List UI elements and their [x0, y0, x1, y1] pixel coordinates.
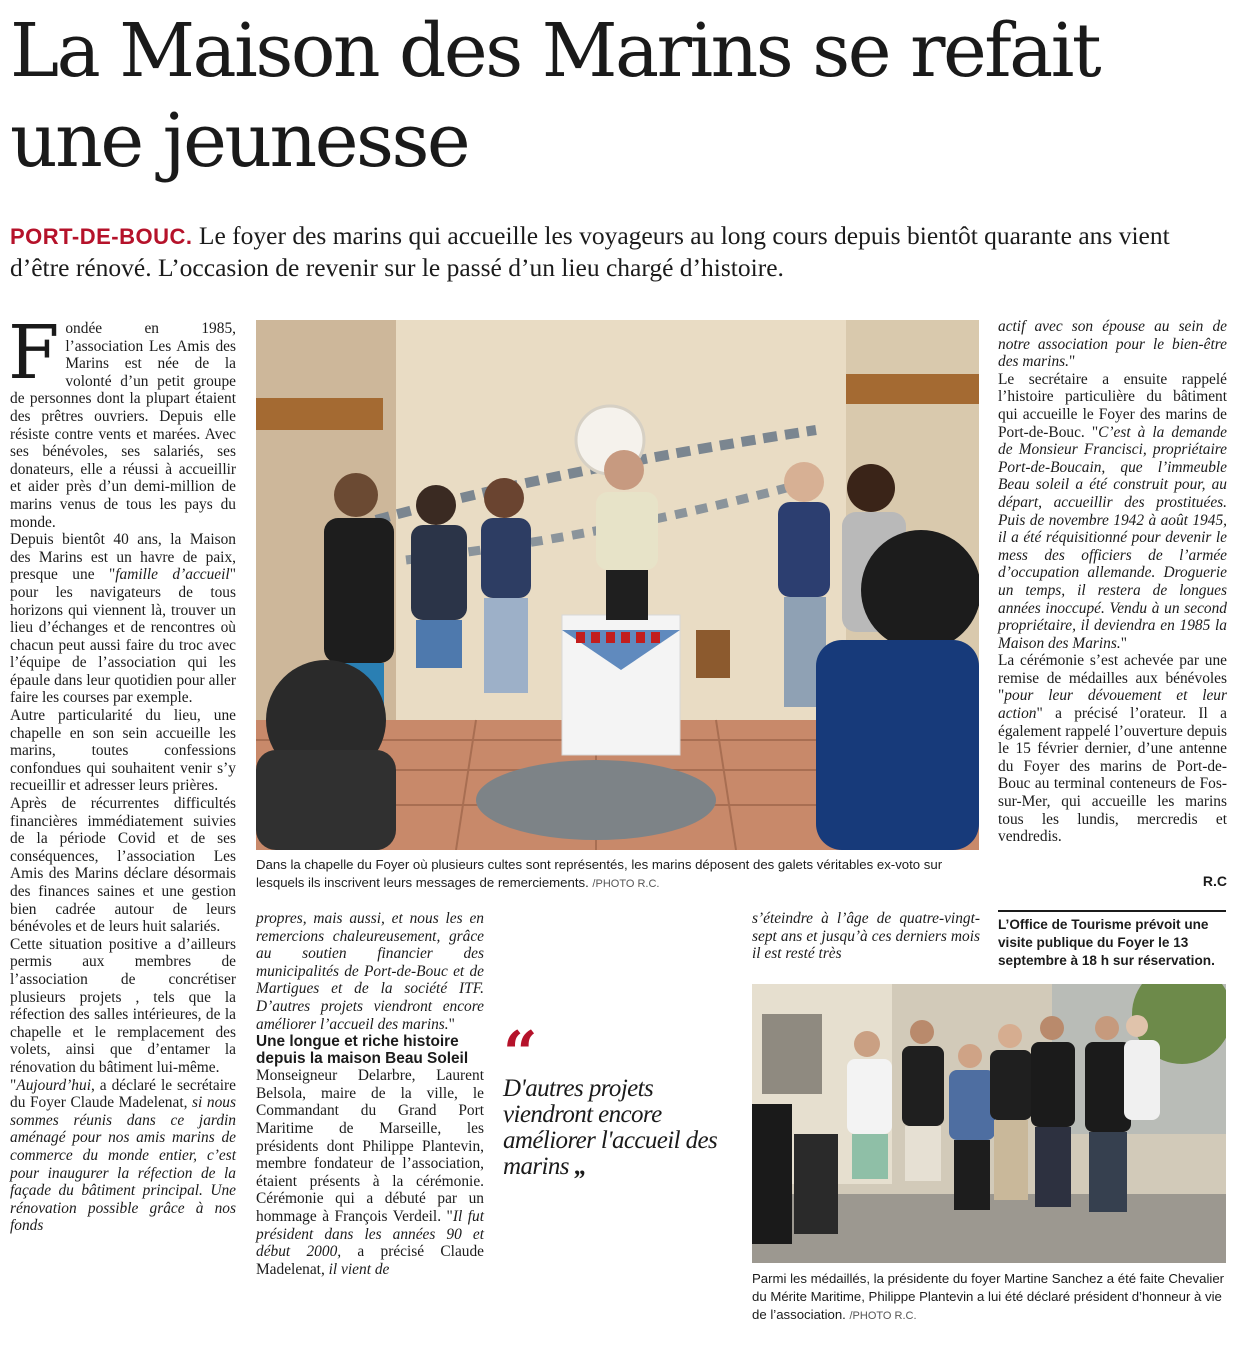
quote-continuation: propres, mais aussi, et nous les en remercions chaleureusement, grâce au soutien financier des municipalités de Port-de-Bouc et de Martigues et de la société ITF. D’autres projets viendront encore améliorer l’accueil des marins.": [256, 910, 484, 1033]
paragraph-history: Monseigneur Delarbre, Laurent Belsola, maire de la ville, le Commandant du Grand Port Maritime de Marseille, les présidents dont Philippe Plantevin, membre fondateur de l’association, étaient présents à la cérémonie. Cérémonie qui a débuté par un hommage à François Verdeil. "Il fut président dans les années 90 et début 2000, a précisé Claude Madelenat, il vient de: [256, 1067, 484, 1278]
paragraph-6: "Aujourd’hui, a déclaré le secrétaire du Foyer Claude Madelenat, si nous sommes réunis dans ce jardin aménagé pour nos amis marins de commerce du monde entier, c’est pour inaugurer la réfection de la façade du bâtiment principal. Une rénovation possible grâce à nos fonds: [10, 1076, 236, 1235]
photo-credit-2: /PHOTO R.C.: [849, 1310, 917, 1322]
article-column-2: [256, 910, 484, 1278]
drop-cap: F: [8, 310, 60, 396]
article-column-4: [998, 318, 1227, 846]
paragraph-4: Après de récurrentes difficultés financières immédiatement suivies de la période Covid et de ses conséquences, l’association Les Amis des Marins déclare désormais des finances saines et une gestion bien cadrée autour de leurs bénévoles et de leurs huit salariés.: [10, 795, 236, 936]
paragraph-5: Cette situation positive a d’ailleurs permis aux membres de l’association de concrétiser plusieurs projets , tels que la réfection des salles intérieures, de la chapelle et le remplacement des volets, ainsi que d’entamer la rénovation du bâtiment lui-même.: [10, 935, 236, 1076]
article-column-3-top: [752, 910, 980, 963]
medal-group-photo: [752, 984, 1226, 1263]
author-signature: R.C: [1202, 873, 1227, 889]
paragraph-building-history: Le secrétaire a ensuite rappelé l’histoire particulière du bâtiment qui accueille le Foyer des marins de Port-de-Bouc. "C’est à la demande de Monsieur Francisci, propriétaire Port-de-Boucain, que l’immeuble Beau soleil a été construit pour, au départ, accueillir des prostituées. Puis de novembre 1942 à août 1945, il a été réquisitionné pour devenir le mess des officiers de l’armée d’occupation allemande. Droguerie un temps, il restera de longues années inoccupé. Vendu à un second propriétaire, il deviendra en 1985 la Maison des Marins.": [998, 370, 1227, 652]
article-column-1: [8, 310, 236, 1235]
pull-quote-text: D'autres projets viendront encore améliorer l'accueil des marins: [503, 1075, 718, 1180]
pull-quote: [503, 1019, 731, 1180]
paragraph-2: Depuis bientôt 40 ans, la Maison des Marins est un havre de paix, presque une "famille d’accueil" pour les navigateurs de tous horizons qui viennent là, trouver un lieu d’échanges et de rencontres où chacun peut aussi faire du troc avec l’équipe de l’association qui les épaule dans leur quotidien pour aller faire les courses par exemple.: [10, 531, 236, 707]
quote-mark-icon: “: [503, 1019, 538, 1089]
group-illustration: [752, 984, 1226, 1263]
lede: [10, 220, 1225, 283]
quote-close-mark: „: [574, 1153, 587, 1180]
tourism-infobox: L’Office de Tourisme prévoit une visite publique du Foyer le 13 septembre à 18 h sur réservation.: [998, 910, 1226, 970]
medal-photo-caption: Parmi les médaillés, la présidente du foyer Martine Sanchez a été faite Chevalier du Mérite Maritime, Philippe Plantevin a lui été déclaré président d’honneur à vie de l’association. /PHOTO R.C.: [752, 1271, 1225, 1322]
location-kicker: PORT-DE-BOUC.: [10, 224, 193, 249]
quote-end: actif avec son épouse au sein de notre association pour le bien-être des marins.": [998, 318, 1227, 371]
paragraph-ceremony: La cérémonie s’est achevée par une remise de médailles aux bénévoles "pour leur dévouement et leur action" a précisé l’orateur. Il a également rappelé l’ouverture depuis le 15 février dernier, d’une antenne du Foyer des marins de Port-de-Bouc au terminal conteneurs de Fos-sur-Mer, qui accueille les marins tous les lundis, mercredis et vendredis.: [998, 652, 1227, 846]
headline: La Maison des Marins se refait une jeunesse: [10, 8, 1100, 184]
subheading: Une longue et riche histoire depuis la maison Beau Soleil: [256, 1033, 469, 1068]
chapel-photo: [256, 320, 979, 850]
quote-continuation-2: s’éteindre à l’âge de quatre-vingt-sept ans et jusqu’à ces derniers mois il est resté très: [752, 910, 980, 963]
chapel-illustration: [256, 320, 979, 850]
photo-credit: /PHOTO R.C.: [592, 878, 660, 890]
chapel-photo-caption: Dans la chapelle du Foyer où plusieurs cultes sont représentés, les marins déposent des galets véritables ex-voto sur lesquels ils inscrivent leurs messages de remerciements. /PHOTO R.C.: [256, 857, 943, 890]
paragraph-1: Fondée en 1985, l’association Les Amis des Marins est née de la volonté d’un petit groupe de personnes dont la plupart étaient des prêtres ouvriers. Depuis elle résiste contre vents et marées. Avec ses bénévoles, ses salariés, ses donateurs, elle a réussi à accueillir et aider près d’un demi-million de marins venus de tous les pays du monde.: [8, 310, 236, 531]
lede-text: Le foyer des marins qui accueille les voyageurs au long cours depuis bientôt quarante ans vient d’être rénové. L’occasion de revenir sur le passé d’un lieu chargé d’histoire.: [10, 221, 1170, 282]
paragraph-3: Autre particularité du lieu, une chapelle en son sein accueille les marins, toutes confessions confondues qui souhaitent venir s’y recueillir et adresser leurs prières.: [10, 707, 236, 795]
